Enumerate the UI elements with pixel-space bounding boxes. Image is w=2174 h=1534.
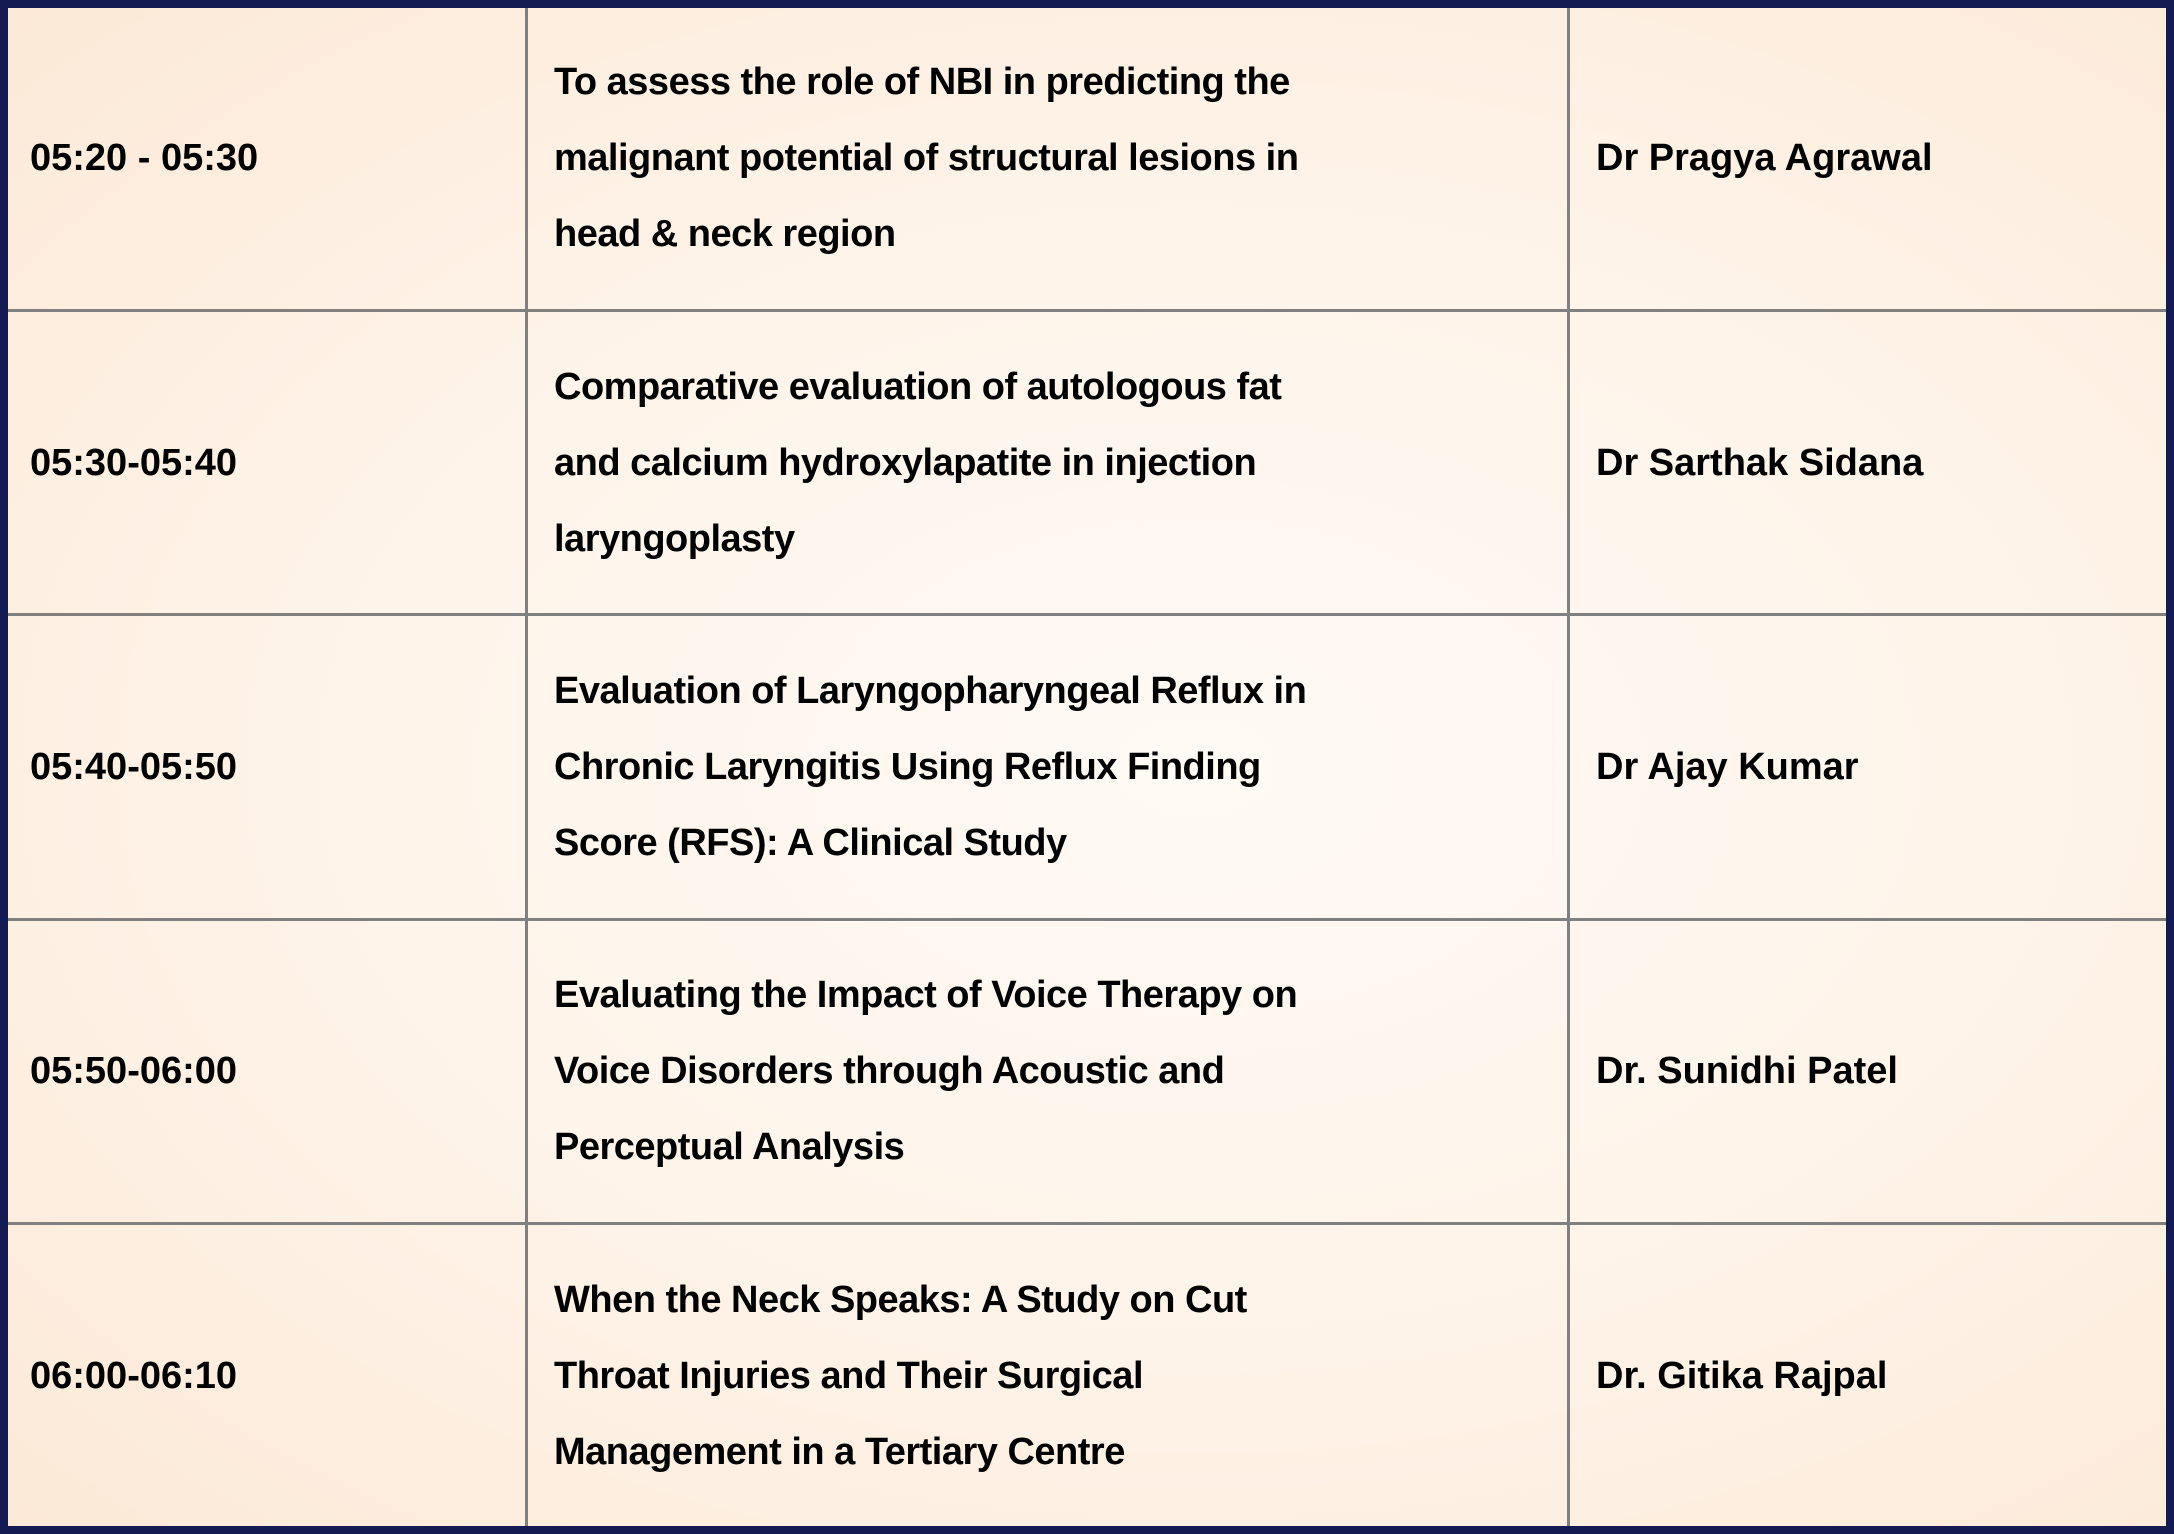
schedule-row <box>8 615 2166 919</box>
time-slot: 05:50-06:00 <box>8 919 527 1223</box>
title-line: When the Neck Speaks: A Study on Cut <box>554 1278 1247 1321</box>
time-slot: 06:00-06:10 <box>8 1224 527 1526</box>
time-slot: 05:30-05:40 <box>8 310 527 614</box>
schedule-frame <box>8 8 2166 1526</box>
title-line: Evaluation of Laryngopharyngeal Reflux in <box>554 669 1307 712</box>
title-line: Voice Disorders through Acoustic and <box>554 1050 1225 1093</box>
schedule-row <box>8 8 2166 310</box>
schedule-row <box>8 310 2166 614</box>
schedule-row <box>8 1224 2166 1526</box>
title-line: Comparative evaluation of autologous fat <box>554 365 1282 408</box>
title-line: Perceptual Analysis <box>554 1126 905 1169</box>
title-line: laryngoplasty <box>554 517 795 560</box>
title-line: head & neck region <box>554 213 896 256</box>
speaker-name: Dr. Sunidhi Patel <box>1569 919 2167 1223</box>
time-slot: 05:40-05:50 <box>8 615 527 919</box>
presentation-title <box>527 310 1569 614</box>
presentation-title <box>527 8 1569 310</box>
speaker-name: Dr Ajay Kumar <box>1569 615 2167 919</box>
presentation-title <box>527 615 1569 919</box>
presentation-title <box>527 1224 1569 1526</box>
title-line: and calcium hydroxylapatite in injection <box>554 441 1257 484</box>
schedule-table <box>8 8 2166 1526</box>
title-line: Score (RFS): A Clinical Study <box>554 821 1067 864</box>
title-line: To assess the role of NBI in predicting the <box>554 61 1290 104</box>
title-line: Management in a Tertiary Centre <box>554 1430 1125 1473</box>
schedule-row <box>8 919 2166 1223</box>
title-line: Chronic Laryngitis Using Reflux Finding <box>554 745 1261 788</box>
title-line: Evaluating the Impact of Voice Therapy on <box>554 974 1298 1017</box>
speaker-name: Dr Pragya Agrawal <box>1569 8 2167 310</box>
title-line: malignant potential of structural lesions in <box>554 137 1299 180</box>
speaker-name: Dr Sarthak Sidana <box>1569 310 2167 614</box>
speaker-name: Dr. Gitika Rajpal <box>1569 1224 2167 1526</box>
presentation-title <box>527 919 1569 1223</box>
title-line: Throat Injuries and Their Surgical <box>554 1354 1143 1397</box>
time-slot: 05:20 - 05:30 <box>8 8 527 310</box>
